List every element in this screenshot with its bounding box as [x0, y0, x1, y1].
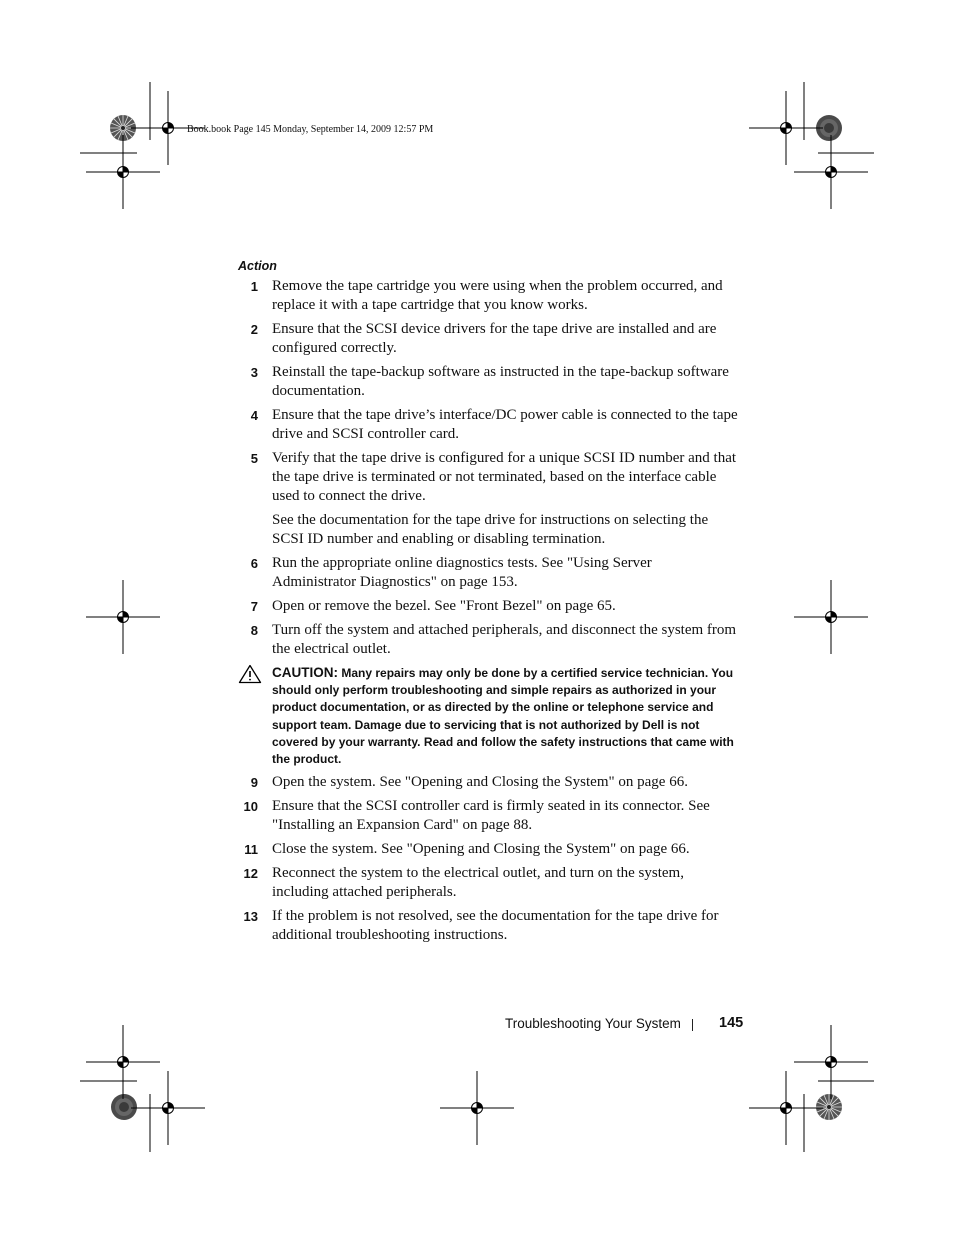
step-text: Verify that the tape drive is configured for a unique SCSI ID number and that the tape drive is terminated or not terminated, based on the interface cable used to connect the drive. — [272, 450, 737, 504]
step-number: 9 — [250, 775, 258, 791]
step-number: 4 — [250, 408, 258, 423]
step-number: 2 — [250, 322, 258, 337]
step-number: 11 — [244, 842, 258, 858]
step-item — [238, 554, 738, 592]
step-item — [238, 907, 738, 945]
step-item — [238, 864, 738, 902]
page-content — [238, 259, 738, 950]
step-text: If the problem is not resolved, see the documentation for the tape drive for additional troubleshooting instructions. — [272, 908, 719, 944]
step-item — [238, 597, 738, 616]
step-number: 10 — [243, 799, 258, 815]
caution-label: CAUTION: — [272, 665, 338, 680]
step-number: 6 — [250, 556, 258, 571]
caution-notice — [238, 664, 738, 768]
footer-section-title: Troubleshooting Your System — [505, 1016, 681, 1031]
steps-list-1 — [238, 277, 738, 659]
step-number: 8 — [250, 623, 258, 638]
step-number: 1 — [250, 279, 258, 294]
section-title: Action — [238, 259, 277, 273]
step-number: 5 — [250, 451, 258, 466]
step-text: Open or remove the bezel. See "Front Bezel" on page 65. — [272, 598, 616, 614]
step-item — [238, 363, 738, 401]
step-text: Turn off the system and attached peripherals, and disconnect the system from the electrical outlet. — [272, 622, 737, 657]
step-text: Remove the tape cartridge you were using when the problem occurred, and replace it with a tape cartridge that you know works. — [272, 278, 723, 313]
step-number: 12 — [243, 866, 258, 882]
step-item — [238, 277, 738, 315]
step-text: Run the appropriate online diagnostics tests. See "Using Server Administrator Diagnostics" on page 153. — [272, 555, 652, 590]
step-item — [238, 449, 738, 549]
step-item — [238, 621, 738, 659]
step-number: 13 — [243, 909, 258, 925]
footer-divider — [692, 1019, 693, 1031]
step-item — [238, 406, 738, 444]
step-text: Reconnect the system to the electrical outlet, and turn on the system, including attached peripherals. — [272, 865, 684, 901]
caution-text: Many repairs may only be done by a certified service technician. You should only perform troubleshooting and simple repairs as authorized in your product documentation, or as directed by the online or telephone service and support team. Damage due to servicing that is not authorized by Dell is not covered by your warranty. Read and follow the safety instructions that came with the product. — [272, 666, 734, 767]
page-number: 145 — [719, 1015, 744, 1031]
step-item — [238, 320, 738, 358]
warning-triangle-icon — [238, 664, 262, 684]
step-item — [238, 797, 738, 835]
print-header-info: Book.book Page 145 Monday, September 14, 2009 12:57 PM — [187, 124, 434, 135]
step-text: Close the system. See "Opening and Closing the System" on page 66. — [272, 841, 690, 858]
step-note: See the documentation for the tape drive for instructions on selecting the SCSI ID number and enabling or disabling termination. — [272, 512, 709, 547]
step-text: Open the system. See "Opening and Closing the System" on page 66. — [272, 774, 688, 791]
step-text: Reinstall the tape-backup software as instructed in the tape-backup software documentation. — [272, 364, 729, 399]
step-number: 3 — [250, 365, 258, 380]
step-item — [238, 840, 738, 859]
step-item — [238, 773, 738, 792]
steps-list-2 — [238, 773, 738, 945]
step-text: Ensure that the SCSI controller card is firmly seated in its connector. See "Installing an Expansion Card" on page 88. — [272, 798, 710, 834]
step-text: Ensure that the tape drive’s interface/DC power cable is connected to the tape drive and SCSI controller card. — [272, 407, 738, 442]
step-number: 7 — [250, 599, 258, 614]
step-text: Ensure that the SCSI device drivers for the tape drive are installed and are configured correctly. — [272, 321, 717, 356]
